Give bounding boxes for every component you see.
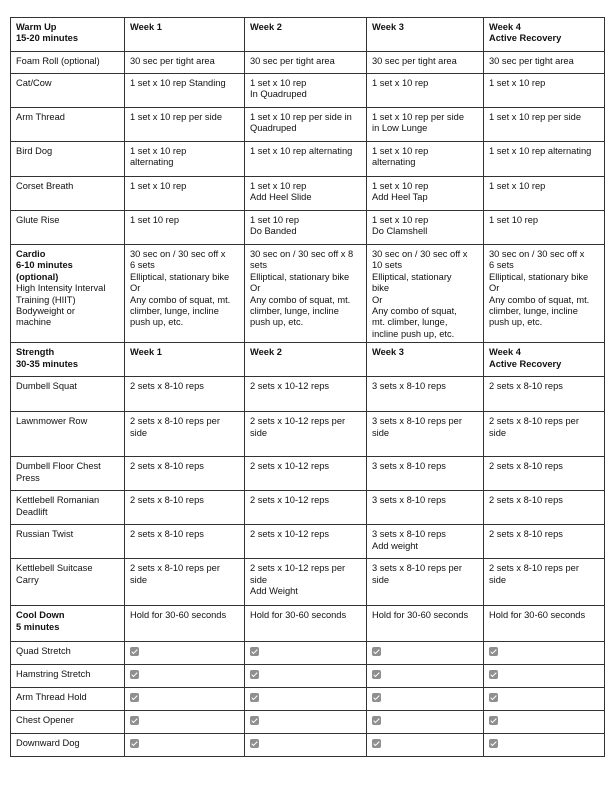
- exercise-name: [11, 377, 125, 412]
- cardio-plan-line: Elliptical, stationary: [372, 271, 452, 282]
- prescription-line: 3 sets x 8-10 reps: [372, 461, 446, 472]
- week-2-prescription: [245, 412, 367, 457]
- week-3-header: [367, 18, 484, 52]
- exercise-row: [11, 74, 605, 108]
- week-3-prescription: [367, 491, 484, 525]
- week-2-checkbox-cell: [245, 665, 367, 688]
- checked-checkbox-icon[interactable]: [372, 716, 381, 725]
- prescription-line: 1 set x 10 rep: [372, 215, 429, 225]
- stretch-row: [11, 711, 605, 734]
- checked-checkbox-icon[interactable]: [250, 739, 259, 748]
- week-1-prescription: [125, 457, 245, 491]
- week-header-line: Week 3: [372, 22, 404, 32]
- prescription-line: 1 set x 10 rep: [372, 78, 429, 88]
- week-2-checkbox-cell: [245, 642, 367, 665]
- exercise-name: [11, 412, 125, 457]
- prescription-line: alternating: [372, 157, 416, 168]
- exercise-row: [11, 457, 605, 491]
- cardio-plan-line: push up, etc.: [130, 317, 184, 328]
- exercise-row: [11, 559, 605, 606]
- stretch-name: [11, 688, 125, 711]
- week-4-prescription: [484, 559, 605, 606]
- exercise-name: [11, 559, 125, 606]
- exercise-name: [11, 491, 125, 525]
- checked-checkbox-icon[interactable]: [130, 693, 139, 702]
- week-3-prescription: [367, 142, 484, 177]
- week-2-prescription: [245, 491, 367, 525]
- checked-checkbox-icon[interactable]: [130, 739, 139, 748]
- week-4-checkbox-cell: [484, 711, 605, 734]
- week-3-checkbox-cell: [367, 711, 484, 734]
- cardio-title-line: 6-10 minutes: [16, 260, 73, 271]
- week-3-checkbox-cell: [367, 642, 484, 665]
- cardio-plan-line: Any combo of squat,: [372, 306, 457, 317]
- exercise-name-line: Press: [16, 472, 40, 483]
- week-1-checkbox-cell: [125, 734, 245, 757]
- week-3-prescription: [367, 108, 484, 142]
- cardio-description-line: High Intensity Interval: [16, 283, 106, 294]
- prescription-line: side: [489, 574, 507, 585]
- week-2-hold-time: [245, 606, 367, 642]
- warmup-header-row: [11, 18, 605, 52]
- week-2-prescription: [245, 525, 367, 559]
- week-1-checkbox-cell: [125, 711, 245, 734]
- exercise-row: [11, 377, 605, 412]
- hold-time-text: Hold for 30-60 seconds: [372, 610, 469, 621]
- week-header-line: Week 3: [372, 347, 404, 358]
- week-3-prescription: [367, 412, 484, 457]
- checked-checkbox-icon[interactable]: [489, 716, 498, 725]
- week-3-prescription: [367, 457, 484, 491]
- exercise-name: [11, 142, 125, 177]
- cooldown-title-line: Cool Down: [16, 610, 65, 621]
- week-4-checkbox-cell: [484, 665, 605, 688]
- exercise-row: [11, 525, 605, 559]
- cardio-plan-line: incline push up, etc.: [372, 328, 455, 339]
- cardio-plan-line: 30 sec on / 30 sec off x: [372, 249, 468, 259]
- cardio-plan-line: 10 sets: [372, 260, 402, 271]
- week-1-checkbox-cell: [125, 665, 245, 688]
- exercise-row: [11, 491, 605, 525]
- checked-checkbox-icon[interactable]: [250, 670, 259, 679]
- strength-title-line: Strength: [16, 347, 55, 358]
- cardio-plan-line: Any combo of squat, mt.: [250, 294, 351, 305]
- prescription-line: 1 set 10 rep: [130, 215, 180, 225]
- prescription-line: 2 sets x 10-12 reps: [250, 461, 330, 472]
- cardio-plan-line: Or: [372, 294, 383, 305]
- exercise-row: [11, 142, 605, 177]
- exercise-name-line: Lawnmower Row: [16, 416, 88, 427]
- cardio-plan-line: climber, lunge, incline: [250, 306, 339, 317]
- exercise-row: [11, 412, 605, 457]
- week-2-header: [245, 343, 367, 377]
- cardio-title-line: Cardio: [16, 249, 46, 259]
- prescription-line: 2 sets x 8-10 reps: [130, 495, 204, 506]
- stretch-name: [11, 642, 125, 665]
- week-header-line: Week 2: [250, 22, 282, 32]
- week-4-prescription: [484, 377, 605, 412]
- week-header-line: Active Recovery: [489, 358, 562, 369]
- exercise-row: [11, 177, 605, 211]
- checked-checkbox-icon[interactable]: [489, 739, 498, 748]
- week-3-prescription: [367, 177, 484, 211]
- prescription-line: 2 sets x 8-10 reps: [130, 529, 204, 540]
- week-4-prescription: [484, 108, 605, 142]
- week-1-checkbox-cell: [125, 642, 245, 665]
- cardio-plan-line: Or: [130, 283, 141, 294]
- week-1-prescription: [125, 491, 245, 525]
- prescription-line: 1 set x 10 rep per side: [130, 112, 222, 122]
- exercise-name: [11, 74, 125, 108]
- exercise-name: [11, 457, 125, 491]
- prescription-line: 2 sets x 10-12 reps per: [250, 416, 346, 427]
- week-2-prescription: [245, 74, 367, 108]
- week-1-header: [125, 343, 245, 377]
- week-1-prescription: [125, 412, 245, 457]
- exercise-name-line: Russian Twist: [16, 529, 74, 540]
- stretch-row: [11, 642, 605, 665]
- prescription-line: 1 set x 10 rep: [372, 146, 429, 156]
- prescription-line: 2 sets x 8-10 reps: [489, 381, 563, 392]
- week-3-checkbox-cell: [367, 665, 484, 688]
- prescription-line: 1 set x 10 rep Standing: [130, 78, 226, 88]
- cardio-row: [11, 245, 605, 343]
- prescription-line: alternating: [130, 157, 174, 168]
- checked-checkbox-icon[interactable]: [489, 647, 498, 656]
- cardio-plan-line: Any combo of squat, mt.: [489, 294, 590, 305]
- cooldown-title-line: 5 minutes: [16, 621, 60, 632]
- cardio-plan-line: 30 sec on / 30 sec off x: [489, 249, 585, 259]
- cardio-title: [11, 245, 125, 343]
- warmup-section-title: [11, 18, 125, 52]
- week-1-cardio-plan: [125, 245, 245, 343]
- prescription-line: 2 sets x 8-10 reps: [489, 495, 563, 506]
- prescription-line: Add Heel Slide: [250, 192, 312, 203]
- week-3-prescription: [367, 525, 484, 559]
- workout-plan-table: [10, 17, 605, 757]
- week-2-prescription: [245, 108, 367, 142]
- prescription-line: 1 set x 10 rep: [372, 181, 429, 191]
- cardio-plan-line: Elliptical, stationary bike: [130, 271, 230, 282]
- week-2-prescription: [245, 52, 367, 74]
- cardio-description-line: Bodyweight or: [16, 306, 75, 317]
- cardio-plan-line: Any combo of squat, mt.: [130, 294, 231, 305]
- week-1-prescription: [125, 211, 245, 245]
- week-4-checkbox-cell: [484, 734, 605, 757]
- week-3-header: [367, 343, 484, 377]
- exercise-row: [11, 211, 605, 245]
- week-4-checkbox-cell: [484, 642, 605, 665]
- prescription-line: 1 set x 10 rep: [130, 146, 187, 156]
- week-2-checkbox-cell: [245, 734, 367, 757]
- week-header-line: Active Recovery: [489, 33, 562, 44]
- cardio-plan-line: sets: [250, 260, 268, 271]
- prescription-line: side: [250, 574, 268, 585]
- week-1-prescription: [125, 74, 245, 108]
- stretch-name-text: Hamstring Stretch: [16, 669, 91, 680]
- week-1-prescription: [125, 377, 245, 412]
- prescription-line: side: [489, 427, 507, 438]
- prescription-line: 1 set x 10 rep: [130, 181, 187, 191]
- prescription-line: 2 sets x 8-10 reps per: [489, 563, 579, 574]
- prescription-line: 2 sets x 8-10 reps per: [130, 416, 220, 427]
- exercise-name-line: Foam Roll (optional): [16, 56, 100, 66]
- prescription-line: in Low Lunge: [372, 123, 428, 134]
- hold-time-text: Hold for 30-60 seconds: [250, 610, 347, 621]
- week-4-cardio-plan: [484, 245, 605, 343]
- week-3-prescription: [367, 74, 484, 108]
- checked-checkbox-icon[interactable]: [372, 670, 381, 679]
- hold-time-text: Hold for 30-60 seconds: [489, 610, 586, 621]
- week-3-prescription: [367, 52, 484, 74]
- strength-title-line: 30-35 minutes: [16, 358, 79, 369]
- prescription-line: 30 sec per tight area: [250, 56, 335, 66]
- prescription-line: side: [250, 427, 268, 438]
- week-1-prescription: [125, 108, 245, 142]
- week-3-checkbox-cell: [367, 734, 484, 757]
- exercise-row: [11, 108, 605, 142]
- checked-checkbox-icon[interactable]: [372, 739, 381, 748]
- week-2-prescription: [245, 377, 367, 412]
- week-4-prescription: [484, 74, 605, 108]
- prescription-line: 3 sets x 8-10 reps: [372, 495, 446, 506]
- prescription-line: 3 sets x 8-10 reps per: [372, 416, 462, 427]
- stretch-row: [11, 688, 605, 711]
- cardio-plan-line: climber, lunge, incline: [489, 306, 578, 317]
- exercise-name: [11, 52, 125, 74]
- prescription-line: 30 sec per tight area: [489, 56, 574, 66]
- strength-section-title: [11, 343, 125, 377]
- week-4-prescription: [484, 211, 605, 245]
- exercise-name: [11, 177, 125, 211]
- strength-header-row: [11, 343, 605, 377]
- prescription-line: 3 sets x 8-10 reps: [372, 529, 446, 540]
- week-2-header: [245, 18, 367, 52]
- checked-checkbox-icon[interactable]: [130, 716, 139, 725]
- exercise-name-line: Dumbell Floor Chest: [16, 461, 101, 472]
- stretch-name-text: Chest Opener: [16, 715, 74, 726]
- prescription-line: 1 set 10 rep: [250, 215, 300, 225]
- prescription-line: 2 sets x 10-12 reps: [250, 529, 330, 540]
- exercise-name-line: Dumbell Squat: [16, 381, 77, 392]
- checked-checkbox-icon[interactable]: [250, 716, 259, 725]
- cardio-plan-line: 30 sec on / 30 sec off x: [130, 249, 226, 259]
- week-3-cardio-plan: [367, 245, 484, 343]
- prescription-line: 30 sec per tight area: [130, 56, 215, 66]
- prescription-line: side: [130, 574, 148, 585]
- prescription-line: 2 sets x 8-10 reps: [130, 381, 204, 392]
- prescription-line: 3 sets x 8-10 reps: [372, 381, 446, 392]
- week-1-prescription: [125, 559, 245, 606]
- week-header-line: Week 1: [130, 347, 162, 358]
- week-2-prescription: [245, 142, 367, 177]
- cardio-description-line: machine: [16, 317, 52, 328]
- stretch-name-text: Quad Stretch: [16, 646, 71, 657]
- stretch-name: [11, 734, 125, 757]
- exercise-name-line: Deadlift: [16, 506, 48, 517]
- exercise-name-line: Cat/Cow: [16, 78, 52, 88]
- cardio-title-line: (optional): [16, 271, 59, 282]
- cardio-plan-line: push up, etc.: [489, 317, 543, 328]
- prescription-line: 2 sets x 10-12 reps per: [250, 563, 346, 574]
- cardio-description-line: Training (HIIT): [16, 294, 76, 305]
- cardio-plan-line: 6 sets: [489, 260, 514, 271]
- prescription-line: 2 sets x 8-10 reps: [130, 461, 204, 472]
- cardio-plan-line: Elliptical, stationary bike: [250, 271, 350, 282]
- prescription-line: side: [130, 427, 148, 438]
- week-4-hold-time: [484, 606, 605, 642]
- prescription-line: 2 sets x 8-10 reps: [489, 529, 563, 540]
- week-1-prescription: [125, 142, 245, 177]
- week-2-cardio-plan: [245, 245, 367, 343]
- cardio-plan-line: Or: [250, 283, 261, 294]
- prescription-line: 1 set x 10 rep per side: [372, 112, 464, 122]
- week-1-prescription: [125, 177, 245, 211]
- exercise-name-line: Kettlebell Romanian: [16, 495, 100, 506]
- checked-checkbox-icon[interactable]: [250, 693, 259, 702]
- prescription-line: 1 set x 10 rep per side in: [250, 112, 352, 122]
- week-4-prescription: [484, 177, 605, 211]
- exercise-name-line: Kettlebell Suitcase: [16, 563, 93, 574]
- prescription-line: 30 sec per tight area: [372, 56, 457, 66]
- checked-checkbox-icon[interactable]: [489, 670, 498, 679]
- prescription-line: Do Clamshell: [372, 226, 428, 237]
- cardio-plan-line: 6 sets: [130, 260, 155, 271]
- week-4-prescription: [484, 491, 605, 525]
- week-4-prescription: [484, 457, 605, 491]
- week-1-checkbox-cell: [125, 688, 245, 711]
- prescription-line: 1 set x 10 rep alternating: [250, 146, 353, 156]
- week-header-line: Week 1: [130, 22, 162, 32]
- week-1-hold-time: [125, 606, 245, 642]
- week-2-prescription: [245, 457, 367, 491]
- exercise-name-line: Arm Thread: [16, 112, 65, 122]
- week-3-checkbox-cell: [367, 688, 484, 711]
- week-4-header: [484, 18, 605, 52]
- week-3-prescription: [367, 211, 484, 245]
- week-1-prescription: [125, 525, 245, 559]
- exercise-name: [11, 108, 125, 142]
- prescription-line: side: [372, 574, 390, 585]
- week-2-prescription: [245, 177, 367, 211]
- cardio-plan-line: climber, lunge, incline: [130, 306, 219, 317]
- stretch-name-text: Downward Dog: [16, 738, 80, 749]
- prescription-line: 2 sets x 8-10 reps: [489, 461, 563, 472]
- week-2-checkbox-cell: [245, 711, 367, 734]
- week-3-prescription: [367, 559, 484, 606]
- prescription-line: Add weight: [372, 540, 418, 551]
- warmup-title-line: 15-20 minutes: [16, 33, 79, 44]
- prescription-line: 1 set x 10 rep: [489, 78, 546, 88]
- prescription-line: 2 sets x 10-12 reps: [250, 495, 330, 506]
- exercise-name-line: Glute Rise: [16, 215, 60, 225]
- prescription-line: 1 set x 10 rep per side: [489, 112, 581, 122]
- prescription-line: 3 sets x 8-10 reps per: [372, 563, 462, 574]
- prescription-line: 1 set x 10 rep: [250, 78, 307, 88]
- week-4-checkbox-cell: [484, 688, 605, 711]
- prescription-line: 1 set x 10 rep alternating: [489, 146, 592, 156]
- stretch-name-text: Arm Thread Hold: [16, 692, 87, 703]
- checked-checkbox-icon[interactable]: [372, 647, 381, 656]
- prescription-line: side: [372, 427, 390, 438]
- stretch-name: [11, 711, 125, 734]
- prescription-line: 2 sets x 8-10 reps per: [130, 563, 220, 574]
- prescription-line: 1 set x 10 rep: [250, 181, 307, 191]
- week-2-prescription: [245, 211, 367, 245]
- exercise-name-line: Carry: [16, 574, 39, 585]
- prescription-line: Quadruped: [250, 123, 297, 134]
- week-4-prescription: [484, 142, 605, 177]
- stretch-name: [11, 665, 125, 688]
- exercise-name: [11, 211, 125, 245]
- prescription-line: Do Banded: [250, 226, 297, 237]
- stretch-row: [11, 734, 605, 757]
- week-4-header: [484, 343, 605, 377]
- cardio-plan-line: 30 sec on / 30 sec off x 8: [250, 249, 354, 259]
- week-4-prescription: [484, 52, 605, 74]
- exercise-name-line: Corset Breath: [16, 181, 74, 191]
- week-header-line: Week 2: [250, 347, 282, 358]
- week-1-header: [125, 18, 245, 52]
- week-2-checkbox-cell: [245, 688, 367, 711]
- stretch-row: [11, 665, 605, 688]
- prescription-line: 2 sets x 8-10 reps per: [489, 416, 579, 427]
- prescription-line: 1 set x 10 rep: [489, 181, 546, 191]
- checked-checkbox-icon[interactable]: [489, 693, 498, 702]
- prescription-line: In Quadruped: [250, 89, 307, 100]
- cardio-plan-line: bike: [372, 283, 390, 294]
- checked-checkbox-icon[interactable]: [372, 693, 381, 702]
- prescription-line: Add Heel Tap: [372, 192, 428, 203]
- checked-checkbox-icon[interactable]: [250, 647, 259, 656]
- cardio-plan-line: mt. climber, lunge,: [372, 317, 448, 328]
- checked-checkbox-icon[interactable]: [130, 647, 139, 656]
- exercise-name-line: Bird Dog: [16, 146, 53, 156]
- prescription-line: Add Weight: [250, 586, 298, 597]
- checked-checkbox-icon[interactable]: [130, 670, 139, 679]
- week-3-hold-time: [367, 606, 484, 642]
- exercise-row: [11, 52, 605, 74]
- prescription-line: 1 set 10 rep: [489, 215, 539, 225]
- prescription-line: 2 sets x 10-12 reps: [250, 381, 330, 392]
- week-4-prescription: [484, 525, 605, 559]
- week-2-prescription: [245, 559, 367, 606]
- week-header-line: Week 4: [489, 22, 521, 32]
- cardio-plan-line: Elliptical, stationary bike: [489, 271, 589, 282]
- week-header-line: Week 4: [489, 347, 521, 358]
- cooldown-header-row: [11, 606, 605, 642]
- week-3-prescription: [367, 377, 484, 412]
- cardio-plan-line: push up, etc.: [250, 317, 304, 328]
- cardio-plan-line: Or: [489, 283, 500, 294]
- cooldown-section-title: [11, 606, 125, 642]
- week-4-prescription: [484, 412, 605, 457]
- week-1-prescription: [125, 52, 245, 74]
- warmup-title-line: Warm Up: [16, 22, 57, 32]
- exercise-name: [11, 525, 125, 559]
- workout-plan-page: [10, 17, 605, 757]
- hold-time-text: Hold for 30-60 seconds: [130, 610, 227, 621]
